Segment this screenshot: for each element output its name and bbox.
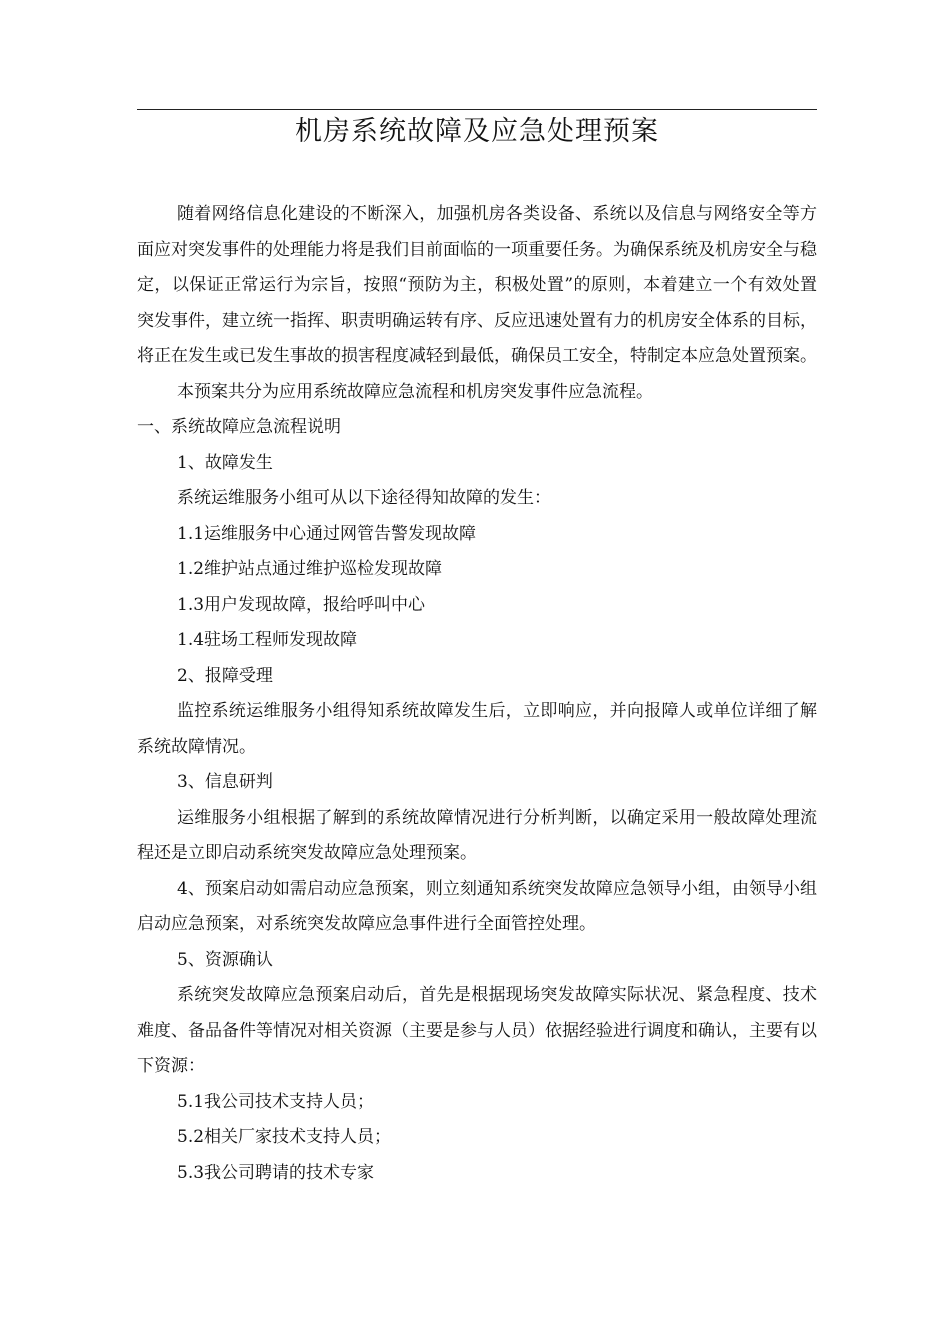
body-paragraph: 系统突发故障应急预案启动后，首先是根据现场突发故障实际状况、紧急程度、技术难度、备品备件等情况对相关资源（主要是参与人员）依据经验进行调度和确认，主要有以下资源： bbox=[137, 985, 817, 1076]
scope-paragraph: 本预案共分为应用系统故障应急流程和机房突发事件应急流程。 bbox=[177, 381, 653, 402]
subsection-heading: 5、资源确认 bbox=[177, 949, 273, 970]
document-title: 机房系统故障及应急处理预案 bbox=[295, 116, 659, 147]
subsection-heading: 1、故障发生 bbox=[177, 452, 273, 473]
list-item: 1.2维护站点通过维护巡检发现故障 bbox=[177, 559, 443, 579]
body-paragraph: 4、预案启动如需启动应急预案，则立刻通知系统突发故障应急领导小组，由领导小组启动应急预案，对系统突发故障应急事件进行全面管控处理。 bbox=[137, 878, 817, 934]
intro-paragraph: 随着网络信息化建设的不断深入，加强机房各类设备、系统以及信息与网络安全等方面应对突发事件的处理能力将是我们目前面临的一项重要任务。为确保系统及机房安全与稳定，以保证正常运行为宗旨，按照“预防为主，积极处置”的原则，本着建立一个有效处置突发事件，建立统一指挥、职责明确运转有序、反应迅速处置有力的机房安全体系的目标，将正在发生或已发生事故的损害程度减轻到最低，确保员工安全，特制定本应急处置预案。 bbox=[137, 204, 817, 366]
subsection-heading: 3、信息研判 bbox=[177, 772, 273, 792]
list-item: 1.3用户发现故障，报给呼叫中心 bbox=[177, 594, 426, 615]
list-item: 1.4驻场工程师发现故障 bbox=[177, 630, 358, 650]
list-item: 1.1运维服务中心通过网管告警发现故障 bbox=[177, 523, 477, 544]
subsection-heading: 2、报障受理 bbox=[177, 665, 273, 686]
section-heading: 一、系统故障应急流程说明 bbox=[137, 417, 341, 437]
header-rule bbox=[137, 109, 817, 110]
body-paragraph: 系统运维服务小组可从以下途径得知故障的发生： bbox=[177, 488, 551, 508]
list-item: 5.2相关厂家技术支持人员； bbox=[177, 1127, 392, 1147]
document-body bbox=[137, 197, 817, 1191]
list-item: 5.1我公司技术支持人员； bbox=[177, 1091, 375, 1112]
body-paragraph: 监控系统运维服务小组得知系统故障发生后，立即响应，并向报障人或单位详细了解系统故障情况。 bbox=[137, 701, 817, 757]
body-paragraph: 运维服务小组根据了解到的系统故障情况进行分析判断，以确定采用一般故障处理流程还是立即启动系统突发故障应急处理预案。 bbox=[137, 807, 817, 863]
list-item: 5.3我公司聘请的技术专家 bbox=[177, 1162, 375, 1183]
